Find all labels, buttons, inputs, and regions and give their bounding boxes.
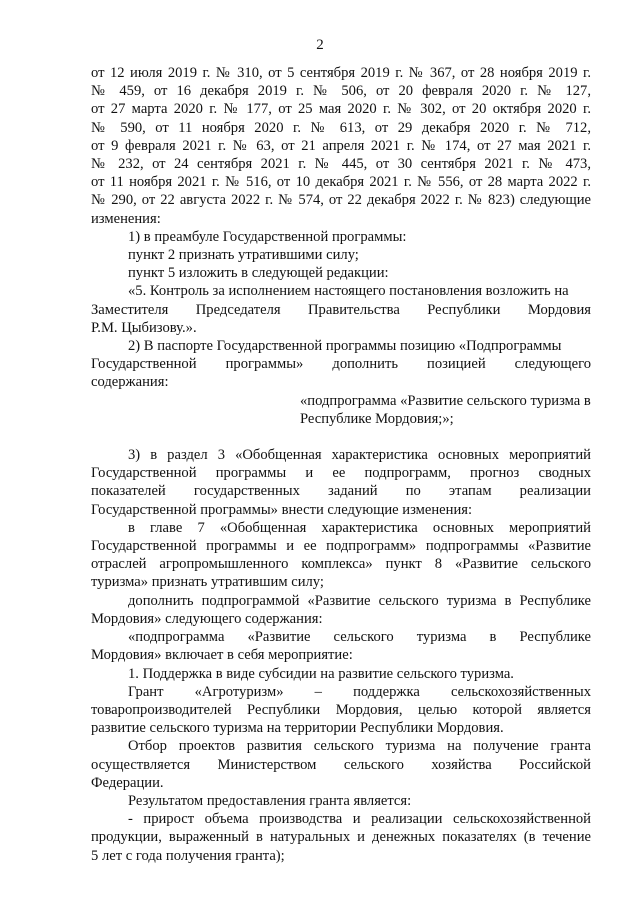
selection-line: Отбор проектов развития сельского туризма на получение гранта — [128, 738, 591, 755]
item-1-heading: 1) в преамбуле Государственной программы: — [128, 228, 407, 245]
item-3-line: показателей государственных заданий по этапам реализации — [91, 483, 591, 500]
item-2-passport — [91, 337, 591, 428]
text-line: № 290, от 22 августа 2022 г. № 574, от 22 декабря 2022 г. № 823) следующие — [91, 192, 591, 209]
item-3-line: Государственной программы» внести следующие изменения: — [91, 501, 473, 518]
item-3-line: Государственной программы и ее подпрограмм, прогноз сводных — [91, 465, 591, 482]
item-2-quote-line: Республике Мордовия;»; — [300, 410, 454, 427]
selection-line: Федерации. — [91, 774, 164, 791]
result-heading: Результатом предоставления гранта является: — [128, 792, 412, 809]
measure-line: 1. Поддержка в виде субсидии на развитие сельского туризма. — [128, 665, 514, 682]
item-2-line: 2) В паспорте Государственной программы позицию «Подпрограммы — [128, 338, 562, 355]
item-2-line: содержания: — [91, 374, 169, 391]
document-body — [91, 64, 591, 865]
item-3-section — [91, 446, 591, 865]
amendments-intro-paragraph — [91, 64, 591, 228]
grant-line: товаропроизводителей Республики Мордовия, целью которой является — [91, 701, 591, 718]
item-1-quote-line: Заместителя Председателя Правительства Республики Мордовия — [91, 301, 591, 318]
text-line: от 27 марта 2020 г. № 177, от 25 мая 2020 г. № 302, от 20 октября 2020 г. — [91, 101, 591, 118]
subprogram-line: «подпрограмма «Развитие сельского туризма в Республике — [128, 629, 591, 646]
item-1-quote-line: «5. Контроль за исполнением настоящего постановления возложить на — [128, 283, 569, 300]
grant-line: развитие сельского туризма на территории Республики Мордовия. — [91, 720, 504, 737]
page-number: 2 — [316, 37, 324, 53]
chapter-7-line: Государственной программы и ее подпрограмм» подпрограммы «Развитие — [91, 538, 591, 555]
text-line: № 459, от 16 декабря 2019 г. № 506, от 20 февраля 2020 г. № 127, — [91, 83, 591, 100]
item-1-clause-a: пункт 2 признать утратившими силу; — [128, 247, 359, 264]
text-line: от 9 февраля 2021 г. № 63, от 21 апреля 2021 г. № 174, от 27 мая 2021 г. — [91, 137, 591, 154]
item-1-quote-line: Р.М. Цыбизову.». — [91, 319, 197, 336]
item-1-clause-b: пункт 5 изложить в следующей редакции: — [128, 265, 389, 282]
text-line: № 232, от 24 сентября 2021 г. № 445, от 30 сентября 2021 г. № 473, — [91, 156, 591, 173]
result-line: - прирост объема производства и реализации сельскохозяйственной — [128, 811, 591, 828]
paragraph-gap — [91, 428, 591, 446]
chapter-7-line: в главе 7 «Обобщенная характеристика основных мероприятий — [128, 519, 591, 536]
grant-line: Грант «Агротуризм» – поддержка сельскохозяйственных — [128, 683, 591, 700]
result-line: 5 лет с года получения гранта); — [91, 847, 285, 864]
subprogram-line: Мордовия» включает в себя мероприятие: — [91, 647, 353, 664]
chapter-7-line: отраслей агропромышленного комплекса» пункт 8 «Развитие сельского — [91, 556, 591, 573]
item-1-preamble — [91, 228, 591, 337]
text-line: от 11 ноября 2021 г. № 516, от 10 декабря 2021 г. № 556, от 28 марта 2022 г. — [91, 174, 591, 191]
text-line: № 590, от 11 ноября 2020 г. № 613, от 29 декабря 2020 г. № 712, — [91, 119, 591, 136]
text-line: изменения: — [91, 210, 161, 227]
item-2-quote-line: «подпрограмма «Развитие сельского туризма в — [300, 392, 591, 409]
supplement-line: дополнить подпрограммой «Развитие сельского туризма в Республике — [128, 592, 591, 609]
supplement-line: Мордовия» следующего содержания: — [91, 610, 323, 627]
result-line: продукции, выраженный в натуральных и денежных показателях (в течение — [91, 829, 591, 846]
item-2-line: Государственной программы» дополнить позицией следующего — [91, 356, 591, 373]
text-line: от 12 июля 2019 г. № 310, от 5 сентября 2019 г. № 367, от 28 ноября 2019 г. — [91, 65, 591, 81]
selection-line: осуществляется Министерством сельского хозяйства Российской — [91, 756, 591, 773]
item-3-line: 3) в раздел 3 «Обобщенная характеристика основных мероприятий — [128, 447, 591, 464]
chapter-7-line: туризма» признать утратившим силу; — [91, 574, 324, 591]
